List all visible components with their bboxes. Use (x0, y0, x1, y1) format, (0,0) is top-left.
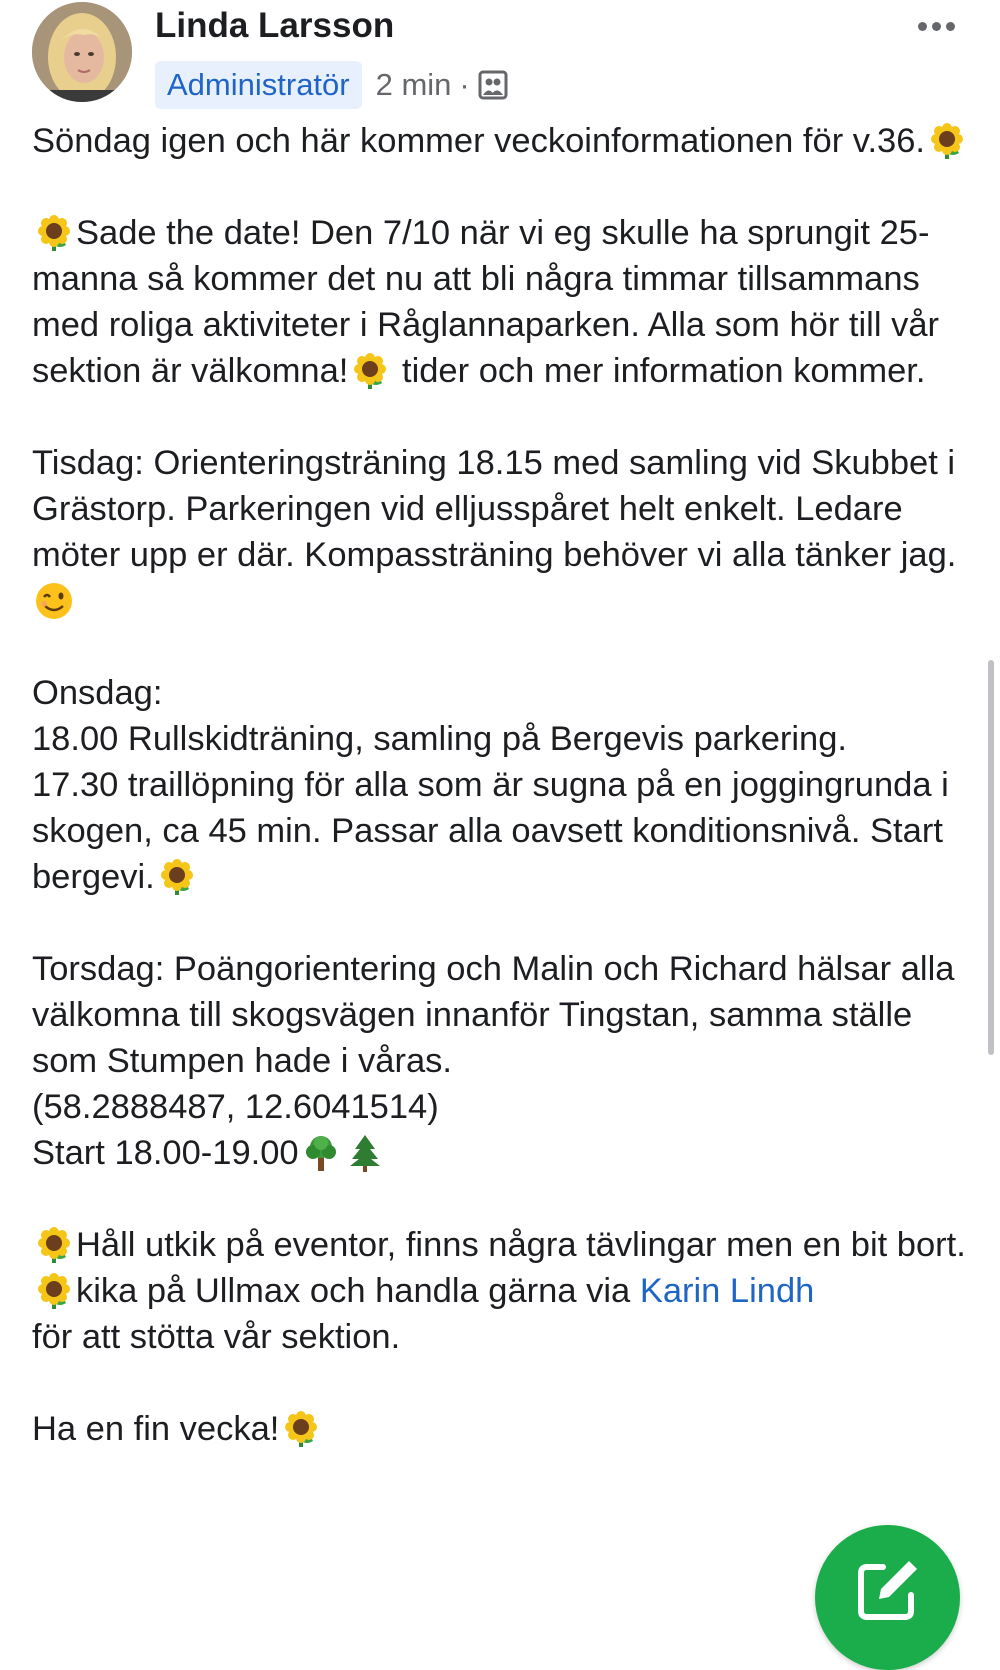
sunflower-emoji (927, 121, 967, 161)
role-badge[interactable]: Administratör (155, 61, 362, 109)
scrollbar[interactable] (988, 660, 994, 1055)
save-date-paragraph: Sade the date! Den 7/10 när vi eg skulle ha sprungit 25-manna så kommer det nu att bli några timmar tillsammans med roliga aktiviteter i Råglannaparken. Alla som hör till vår sektion är välkomna! tider och mer information kommer. (32, 214, 940, 390)
author-name[interactable]: Linda Larsson (155, 6, 395, 45)
mention-link-karin-lindh[interactable]: Karin Lindh (639, 1272, 815, 1310)
eventor-paragraph: Håll utkik på eventor, finns några tävlingar men en bit bort. (32, 1222, 972, 1268)
sunflower-emoji (34, 213, 74, 253)
post-meta (155, 60, 508, 110)
torsdag-start: Start 18.00-19.00 (32, 1130, 972, 1176)
post-body (32, 118, 972, 1452)
torsdag-paragraph: Torsdag: Poängorientering och Malin och Richard hälsar alla välkomna till skogsvägen innanför Tingstan, samma ställe som Stumpen hade i våras. (32, 950, 955, 1080)
sunflower-emoji (157, 857, 197, 897)
sunflower-emoji (34, 1225, 74, 1265)
post-time[interactable]: 2 min (375, 67, 452, 102)
evergreen-tree-emoji (345, 1133, 385, 1173)
onsdag-line-1: 18.00 Rullskidträning, samling på Bergevis parkering. (32, 720, 848, 758)
more-horizontal-icon[interactable] (918, 22, 955, 31)
meta-separator: · (459, 67, 470, 102)
onsdag-heading: Onsdag: (32, 674, 163, 712)
sunflower-emoji (34, 1271, 74, 1311)
sunflower-emoji (281, 1409, 321, 1449)
compose-icon (853, 1555, 923, 1625)
avatar[interactable] (32, 2, 132, 102)
winking-face-emoji (34, 581, 74, 621)
compose-button[interactable] (815, 1525, 960, 1670)
ullmax-paragraph: kika på Ullmax och handla gärna via Karin Lindh för att stötta vår sektion. (32, 1272, 815, 1356)
onsdag-line-2: 17.30 traillöpning för alla som är sugna på en joggingrunda i skogen, ca 45 min. Passar alla oavsett konditionsnivå. Start bergevi. (32, 766, 949, 896)
tisdag-paragraph: Tisdag: Orienteringsträning 18.15 med samling vid Skubbet i Grästorp. Parkeringen vid elljusspåret helt enkelt. Ledare möter upp er där. Kompassträning behöver vi alla tänker jag. (32, 440, 972, 624)
post-header (0, 0, 1000, 120)
closing-line: Ha en fin vecka! (32, 1406, 972, 1452)
post-intro: Söndag igen och här kommer veckoinformationen för v.36. (32, 118, 972, 164)
coordinates: (58.2888487, 12.6041514) (32, 1088, 439, 1126)
sunflower-emoji (350, 351, 390, 391)
deciduous-tree-emoji (301, 1133, 341, 1173)
group-audience-icon[interactable] (478, 70, 508, 100)
